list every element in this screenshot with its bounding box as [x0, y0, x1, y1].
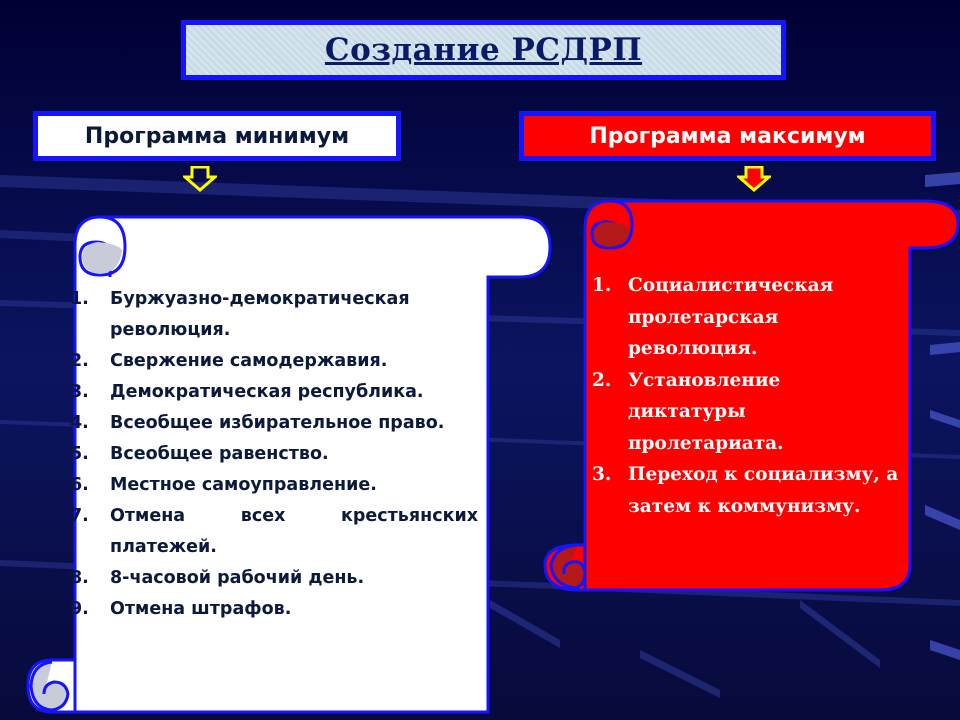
list-item: 5. Всеобщее равенство.: [70, 444, 329, 464]
list-item: 2. Свержение самодержавия.: [70, 351, 388, 371]
list-item: 2. Установление диктатуры пролетариата.: [592, 369, 784, 454]
program-max-header-label: Программа максимум: [589, 123, 866, 149]
slide-title: Создание РСДРП: [324, 32, 643, 68]
list-item: 8. 8-часовой рабочий день.: [70, 568, 365, 588]
list-item: 4. Всеобщее избирательное право.: [70, 413, 445, 433]
list-item: 3. Демократическая республика.: [70, 382, 424, 402]
program-min-header-label: Программа минимум: [84, 123, 350, 149]
list-item: 3. Переход к социализму, а затем к коммунизму.: [592, 464, 899, 517]
list-item: 6. Местное самоуправление.: [70, 475, 377, 495]
list-item: 7. Отмена всех крестьянских платежей.: [70, 506, 478, 557]
list-item: 1. Социалистическая пролетарская революция.: [592, 275, 834, 359]
program-min-list: [70, 284, 478, 625]
list-item: 1. Буржуазно-демократическая революция.: [70, 289, 410, 340]
list-item: 9. Отмена штрафов.: [70, 599, 292, 619]
program-max-list: [592, 270, 904, 522]
